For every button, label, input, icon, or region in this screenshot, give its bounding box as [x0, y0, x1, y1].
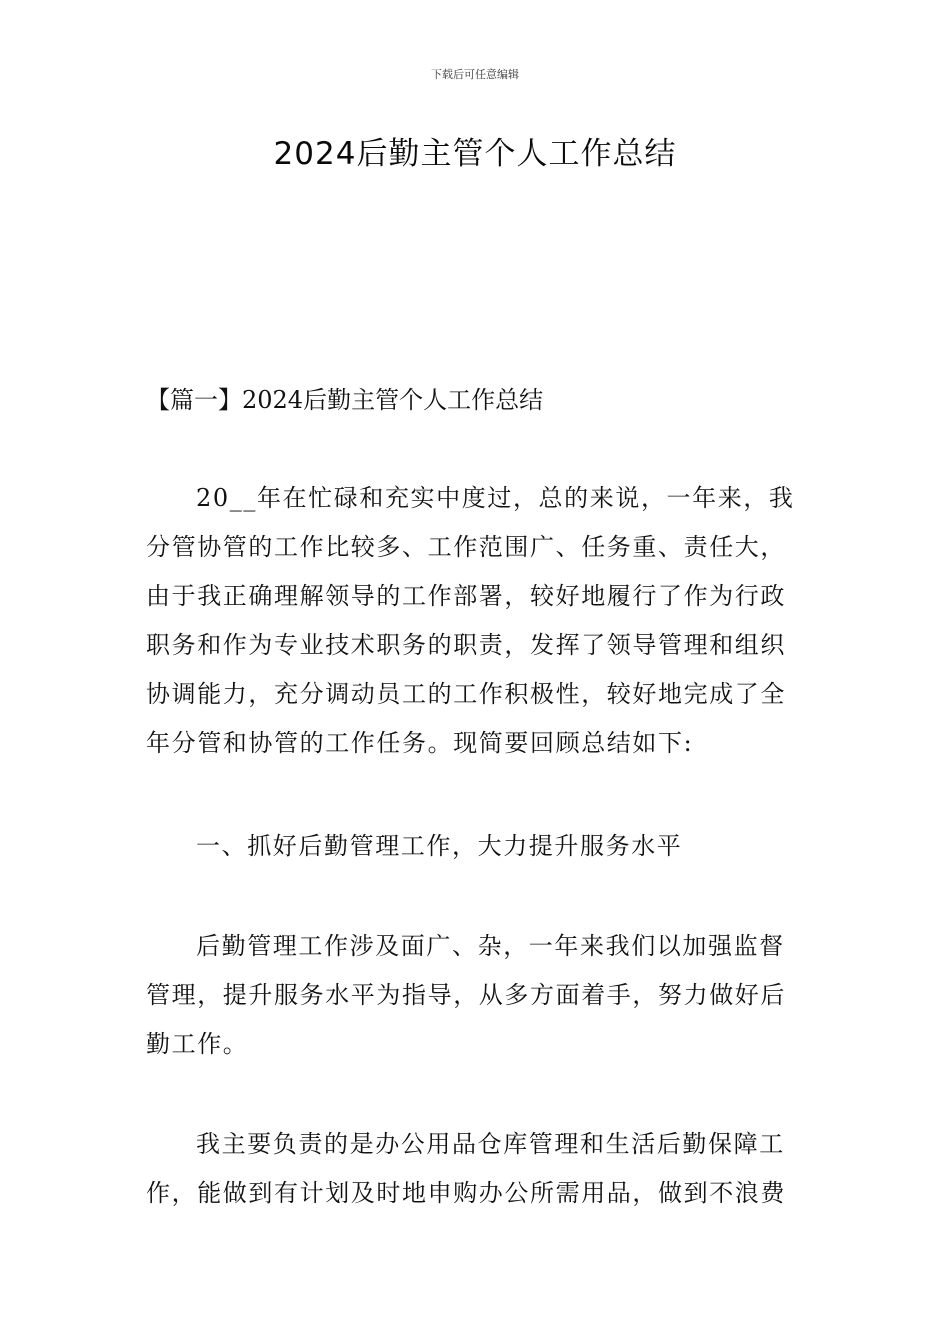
paragraph-responsibilities: 我主要负责的是办公用品仓库管理和生活后勤保障工作，能做到有计划及时地申购办公所需用品，做到不浪费 [146, 1130, 786, 1207]
paragraph-intro: 20__年在忙碌和充实中度过，总的来说，一年来，我分管协管的工作比较多、工作范围广、任务重、责任大，由于我正确理解领导的工作部署，较好地履行了作为行政职务和作为专业技术职务的职责，发挥了领导管理和组织协调能力，充分调动员工的工作积极性，较好地完成了全年分管和协管的工作任务。现简要回顾总结如下: [146, 484, 795, 757]
section-heading: 【篇一】2024后勤主管个人工作总结 [146, 386, 544, 414]
sub-heading-logistics: 一、抓好后勤管理工作，大力提升服务水平 [196, 832, 683, 860]
paragraph-logistics-overview: 后勤管理工作涉及面广、杂，一年来我们以加强监督管理，提升服务水平为指导，从多方面着手，努力做好后勤工作。 [146, 932, 786, 1058]
document-title: 2024后勤主管个人工作总结 [273, 136, 677, 172]
header-note: 下载后可任意编辑 [431, 68, 519, 81]
